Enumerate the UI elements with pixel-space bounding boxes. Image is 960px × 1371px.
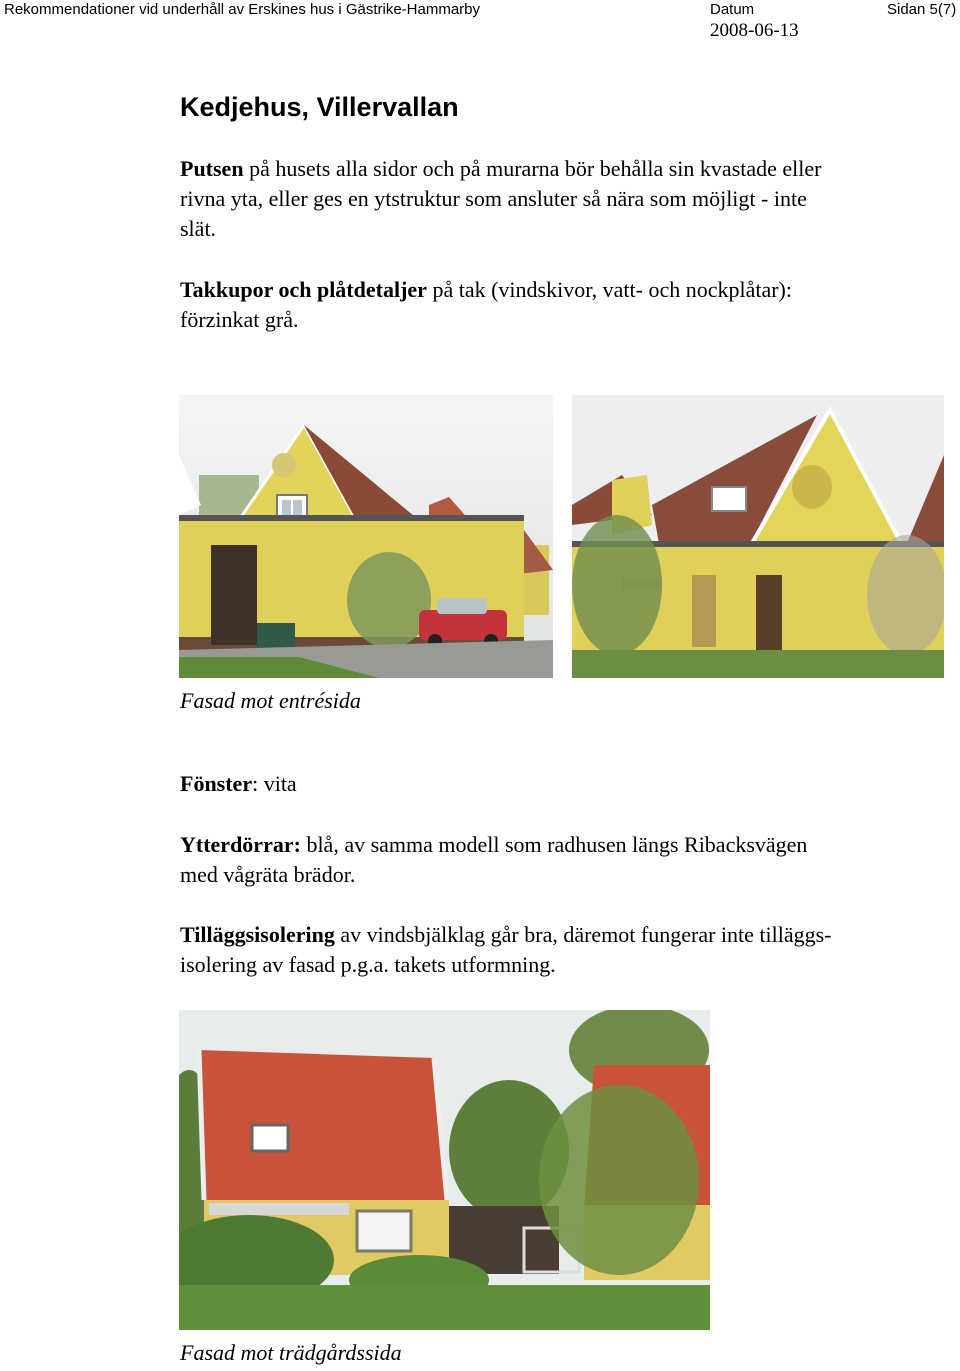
paragraph-putsen bbox=[180, 154, 950, 244]
takkupor-bold: Takkupor och plåtdetaljer bbox=[180, 277, 427, 302]
takkupor-line2: förzinkat grå. bbox=[180, 307, 299, 332]
tillaggsisolering-line1: av vindsbjälklag går bra, däremot fungerar inte tilläggs- bbox=[334, 922, 832, 947]
tillaggsisolering-bold: Tilläggsisolering bbox=[180, 922, 335, 947]
photo-entrance-right bbox=[572, 395, 944, 678]
paragraph-fonster bbox=[180, 769, 950, 799]
header-title: Rekommendationer vid underhåll av Erskines hus i Gästrike-Hammarby bbox=[4, 1, 481, 18]
header-date-value: 2008-06-13 bbox=[710, 20, 799, 41]
takkupor-line1: på tak (vindskivor, vatt- och nockplåtar): bbox=[426, 277, 792, 302]
fonster-text: : vita bbox=[252, 771, 297, 796]
ytterdorrar-bold: Ytterdörrar: bbox=[180, 832, 301, 857]
tillaggsisolering-line2: isolering av fasad p.g.a. takets utformning. bbox=[180, 952, 556, 977]
putsen-line1: på husets alla sidor och på murarna bör behålla sin kvastade eller bbox=[243, 156, 822, 181]
section-title: Kedjehus, Villervallan bbox=[180, 92, 459, 122]
photo-entrance-left bbox=[179, 395, 553, 678]
header-date-label: Datum bbox=[710, 1, 755, 18]
putsen-line2: rivna yta, eller ges en ytstruktur som ansluter så nära som möjligt - inte bbox=[180, 186, 807, 211]
paragraph-tillaggsisolering bbox=[180, 920, 950, 980]
putsen-line3: slät. bbox=[180, 216, 217, 241]
header-page-number: Sidan 5(7) bbox=[887, 1, 957, 18]
ytterdorrar-line1: blå, av samma modell som radhusen längs Ribacksvägen bbox=[300, 832, 808, 857]
paragraph-ytterdorrar bbox=[180, 830, 950, 890]
caption-garden: Fasad mot trädgårdssida bbox=[180, 1340, 402, 1365]
fonster-bold: Fönster bbox=[180, 771, 253, 796]
putsen-bold: Putsen bbox=[180, 156, 244, 181]
paragraph-takkupor bbox=[180, 275, 950, 335]
caption-entrance: Fasad mot entrésida bbox=[180, 688, 361, 713]
ytterdorrar-line2: med vågräta brädor. bbox=[180, 862, 356, 887]
photo-garden bbox=[179, 1010, 710, 1330]
